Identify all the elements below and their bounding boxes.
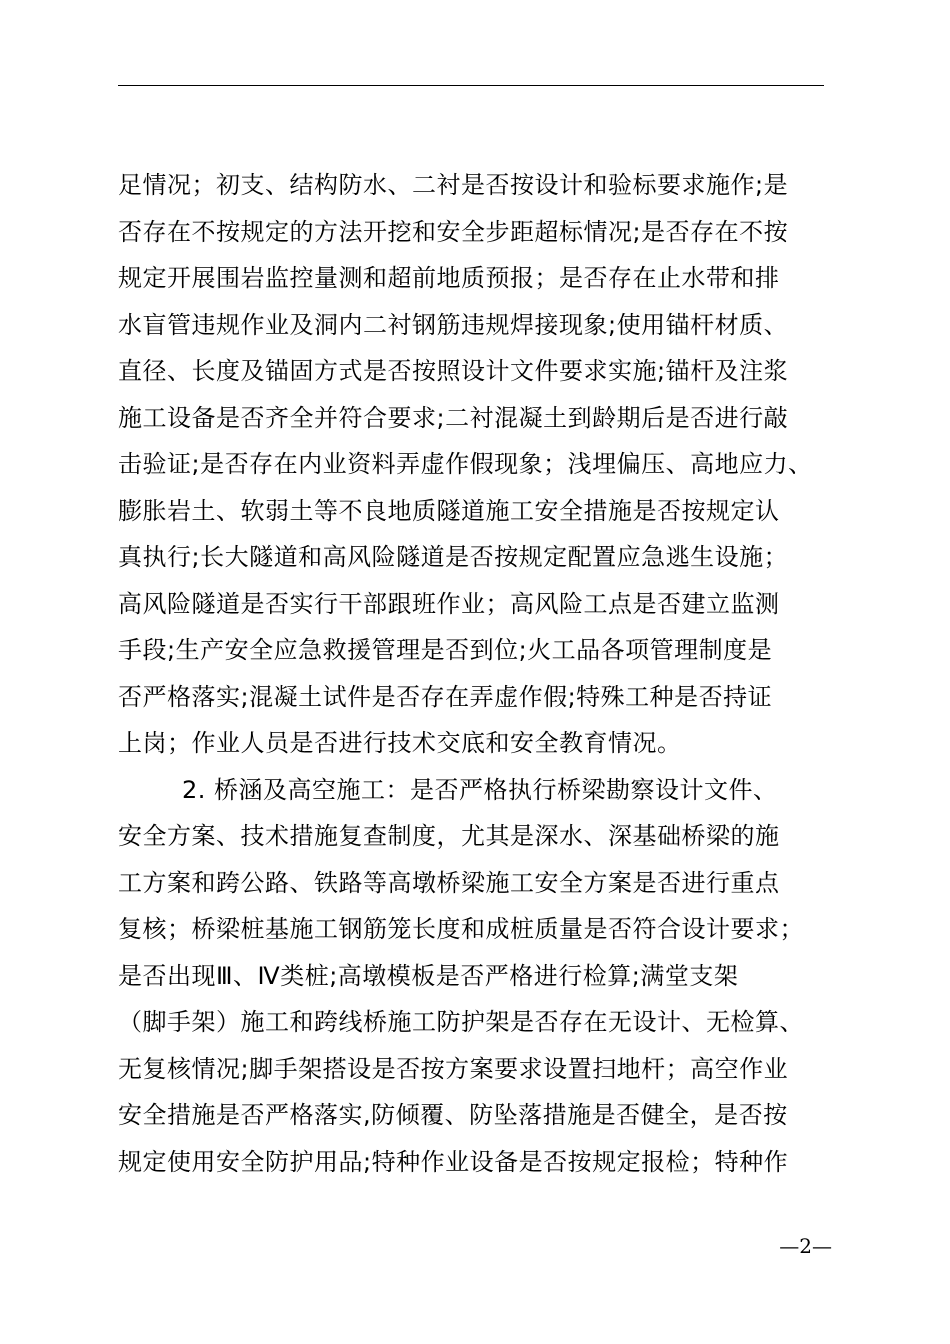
text-line: 规定使用安全防护用品;特种作业设备是否按规定报检；特种作 [118, 1147, 789, 1176]
text-line: （脚手架）施工和跨线桥施工防护架是否存在无设计、无检算、 [118, 1008, 804, 1036]
text-line: 规定开展围岩监控量测和超前地质预报；是否存在止水带和排 [118, 264, 780, 292]
text-line: 膨胀岩土、软弱土等不良地质隧道施工安全措施是否按规定认 [118, 496, 780, 525]
section-heading-line: 2. 桥涵及高空施工：是否严格执行桥梁勘察设计文件、 [182, 775, 778, 804]
text-line: 真执行;长大隧道和高风险隧道是否按规定配置应急逃生设施； [118, 543, 789, 571]
text-line: 手段;生产安全应急救援管理是否到位;火工品各项管理制度是 [118, 636, 773, 664]
text-line: 工方案和跨公路、铁路等高墩桥梁施工安全方案是否进行重点 [118, 868, 780, 897]
text-line: 无复核情况;脚手架搭设是否按方案要求设置扫地杆；高空作业 [118, 1054, 789, 1083]
text-line: 上岗；作业人员是否进行技术交底和安全教育情况。 [118, 729, 682, 757]
body-text [118, 162, 848, 1185]
header-rule [118, 85, 824, 86]
text-line: 安全措施是否严格落实,防倾覆、防坠落措施是否健全，是否按 [118, 1101, 788, 1129]
text-line: 否存在不按规定的方法开挖和安全步距超标情况;是否存在不按 [118, 217, 789, 246]
text-line: 足情况；初支、结构防水、二衬是否按设计和验标要求施作;是 [118, 171, 789, 199]
text-line: 否严格落实;混凝土试件是否存在弄虚作假;特殊工种是否持证 [118, 682, 773, 711]
text-line: 是否出现Ⅲ、Ⅳ类桩;高墩模板是否严格进行检算;满堂支架 [118, 961, 739, 990]
text-line: 复核；桥梁桩基施工钢筋笼长度和成桩质量是否符合设计要求； [118, 915, 804, 943]
text-line: 水盲管违规作业及洞内二衬钢筋违规焊接现象;使用锚杆材质、 [118, 310, 789, 339]
text-line: 高风险隧道是否实行干部跟班作业；高风险工点是否建立监测 [118, 589, 780, 618]
text-line: 击验证;是否存在内业资料弄虚作假现象；浅埋偏压、高地应力、 [118, 450, 813, 478]
page-number: —2— [779, 1234, 832, 1258]
text-line: 安全方案、技术措施复查制度，尤其是深水、深基础桥梁的施 [118, 822, 780, 850]
text-line: 施工设备是否齐全并符合要求;二衬混凝土到龄期后是否进行敲 [118, 403, 789, 432]
text-line: 直径、长度及锚固方式是否按照设计文件要求实施;锚杆及注浆 [118, 357, 789, 385]
